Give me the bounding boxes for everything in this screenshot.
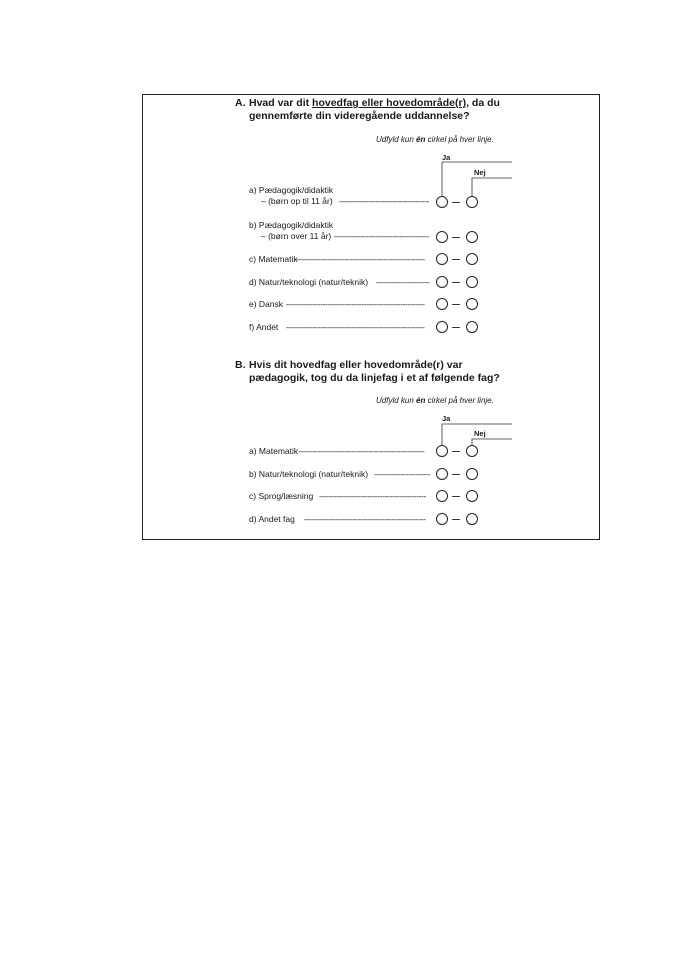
row-b-d-yes-radio[interactable]	[436, 513, 448, 525]
row-e-label: e) Dansk ---------------------------------------------------------	[249, 299, 425, 309]
question-a-instruction: Udfyld kun én cirkel på hver linje.	[376, 135, 494, 144]
row-b-b-no-radio[interactable]	[466, 468, 478, 480]
row-c-yes-radio[interactable]	[436, 253, 448, 265]
row-f-label: f) Andet ---------------------------------------------------------	[249, 322, 425, 332]
row-b-c-label: c) Sprog/læsning --------------------------------------------	[249, 491, 426, 501]
column-yes-b: Ja	[442, 414, 451, 423]
column-no-a: Nej	[474, 168, 486, 177]
question-a-title: A. Hvad var dit hovedfag eller hovedområde(r), da du gennemførte din videregående uddannelse?	[235, 97, 500, 122]
row-b-c-no-radio[interactable]	[466, 490, 478, 502]
row-b-a-no-radio[interactable]	[466, 445, 478, 457]
column-no-b: Nej	[474, 429, 486, 438]
row-b-c-yes-radio[interactable]	[436, 490, 448, 502]
row-b-no-radio[interactable]	[466, 231, 478, 243]
row-c-no-radio[interactable]	[466, 253, 478, 265]
row-a-label: a) Pædagogik/didaktik – (børn op til 11 år) -------------------------------------	[249, 185, 429, 206]
row-d-label: d) Natur/teknologi (natur/teknik) ----------------------	[249, 277, 430, 287]
row-c-label: c) Matematik -----------------------------------------------------	[249, 254, 425, 264]
question-b-letter: B.	[235, 359, 246, 371]
row-e-yes-radio[interactable]	[436, 298, 448, 310]
row-f-no-radio[interactable]	[466, 321, 478, 333]
question-b-title: B. Hvis dit hovedfag eller hovedområde(r) var pædagogik, tog du da linjefag i et af følgende fag?	[235, 359, 500, 384]
row-b-d-no-radio[interactable]	[466, 513, 478, 525]
row-b-a-yes-radio[interactable]	[436, 445, 448, 457]
row-b-yes-radio[interactable]	[436, 231, 448, 243]
row-a-no-radio[interactable]	[466, 196, 478, 208]
column-yes-a: Ja	[442, 153, 451, 162]
row-b-a-label: a) Matematik ----------------------------------------------------	[249, 446, 425, 456]
row-f-yes-radio[interactable]	[436, 321, 448, 333]
row-a-yes-radio[interactable]	[436, 196, 448, 208]
question-b-instruction: Udfyld kun én cirkel på hver linje.	[376, 396, 494, 405]
row-b-b-label: b) Natur/teknologi (natur/teknik) -----------------------	[249, 469, 430, 479]
row-d-yes-radio[interactable]	[436, 276, 448, 288]
question-a-letter: A.	[235, 97, 246, 109]
row-b-b-yes-radio[interactable]	[436, 468, 448, 480]
row-b-label: b) Pædagogik/didaktik – (børn over 11 år) ---------------------------------------	[249, 220, 429, 241]
row-b-d-label: d) Andet fag --------------------------------------------------	[249, 514, 426, 524]
row-e-no-radio[interactable]	[466, 298, 478, 310]
row-d-no-radio[interactable]	[466, 276, 478, 288]
